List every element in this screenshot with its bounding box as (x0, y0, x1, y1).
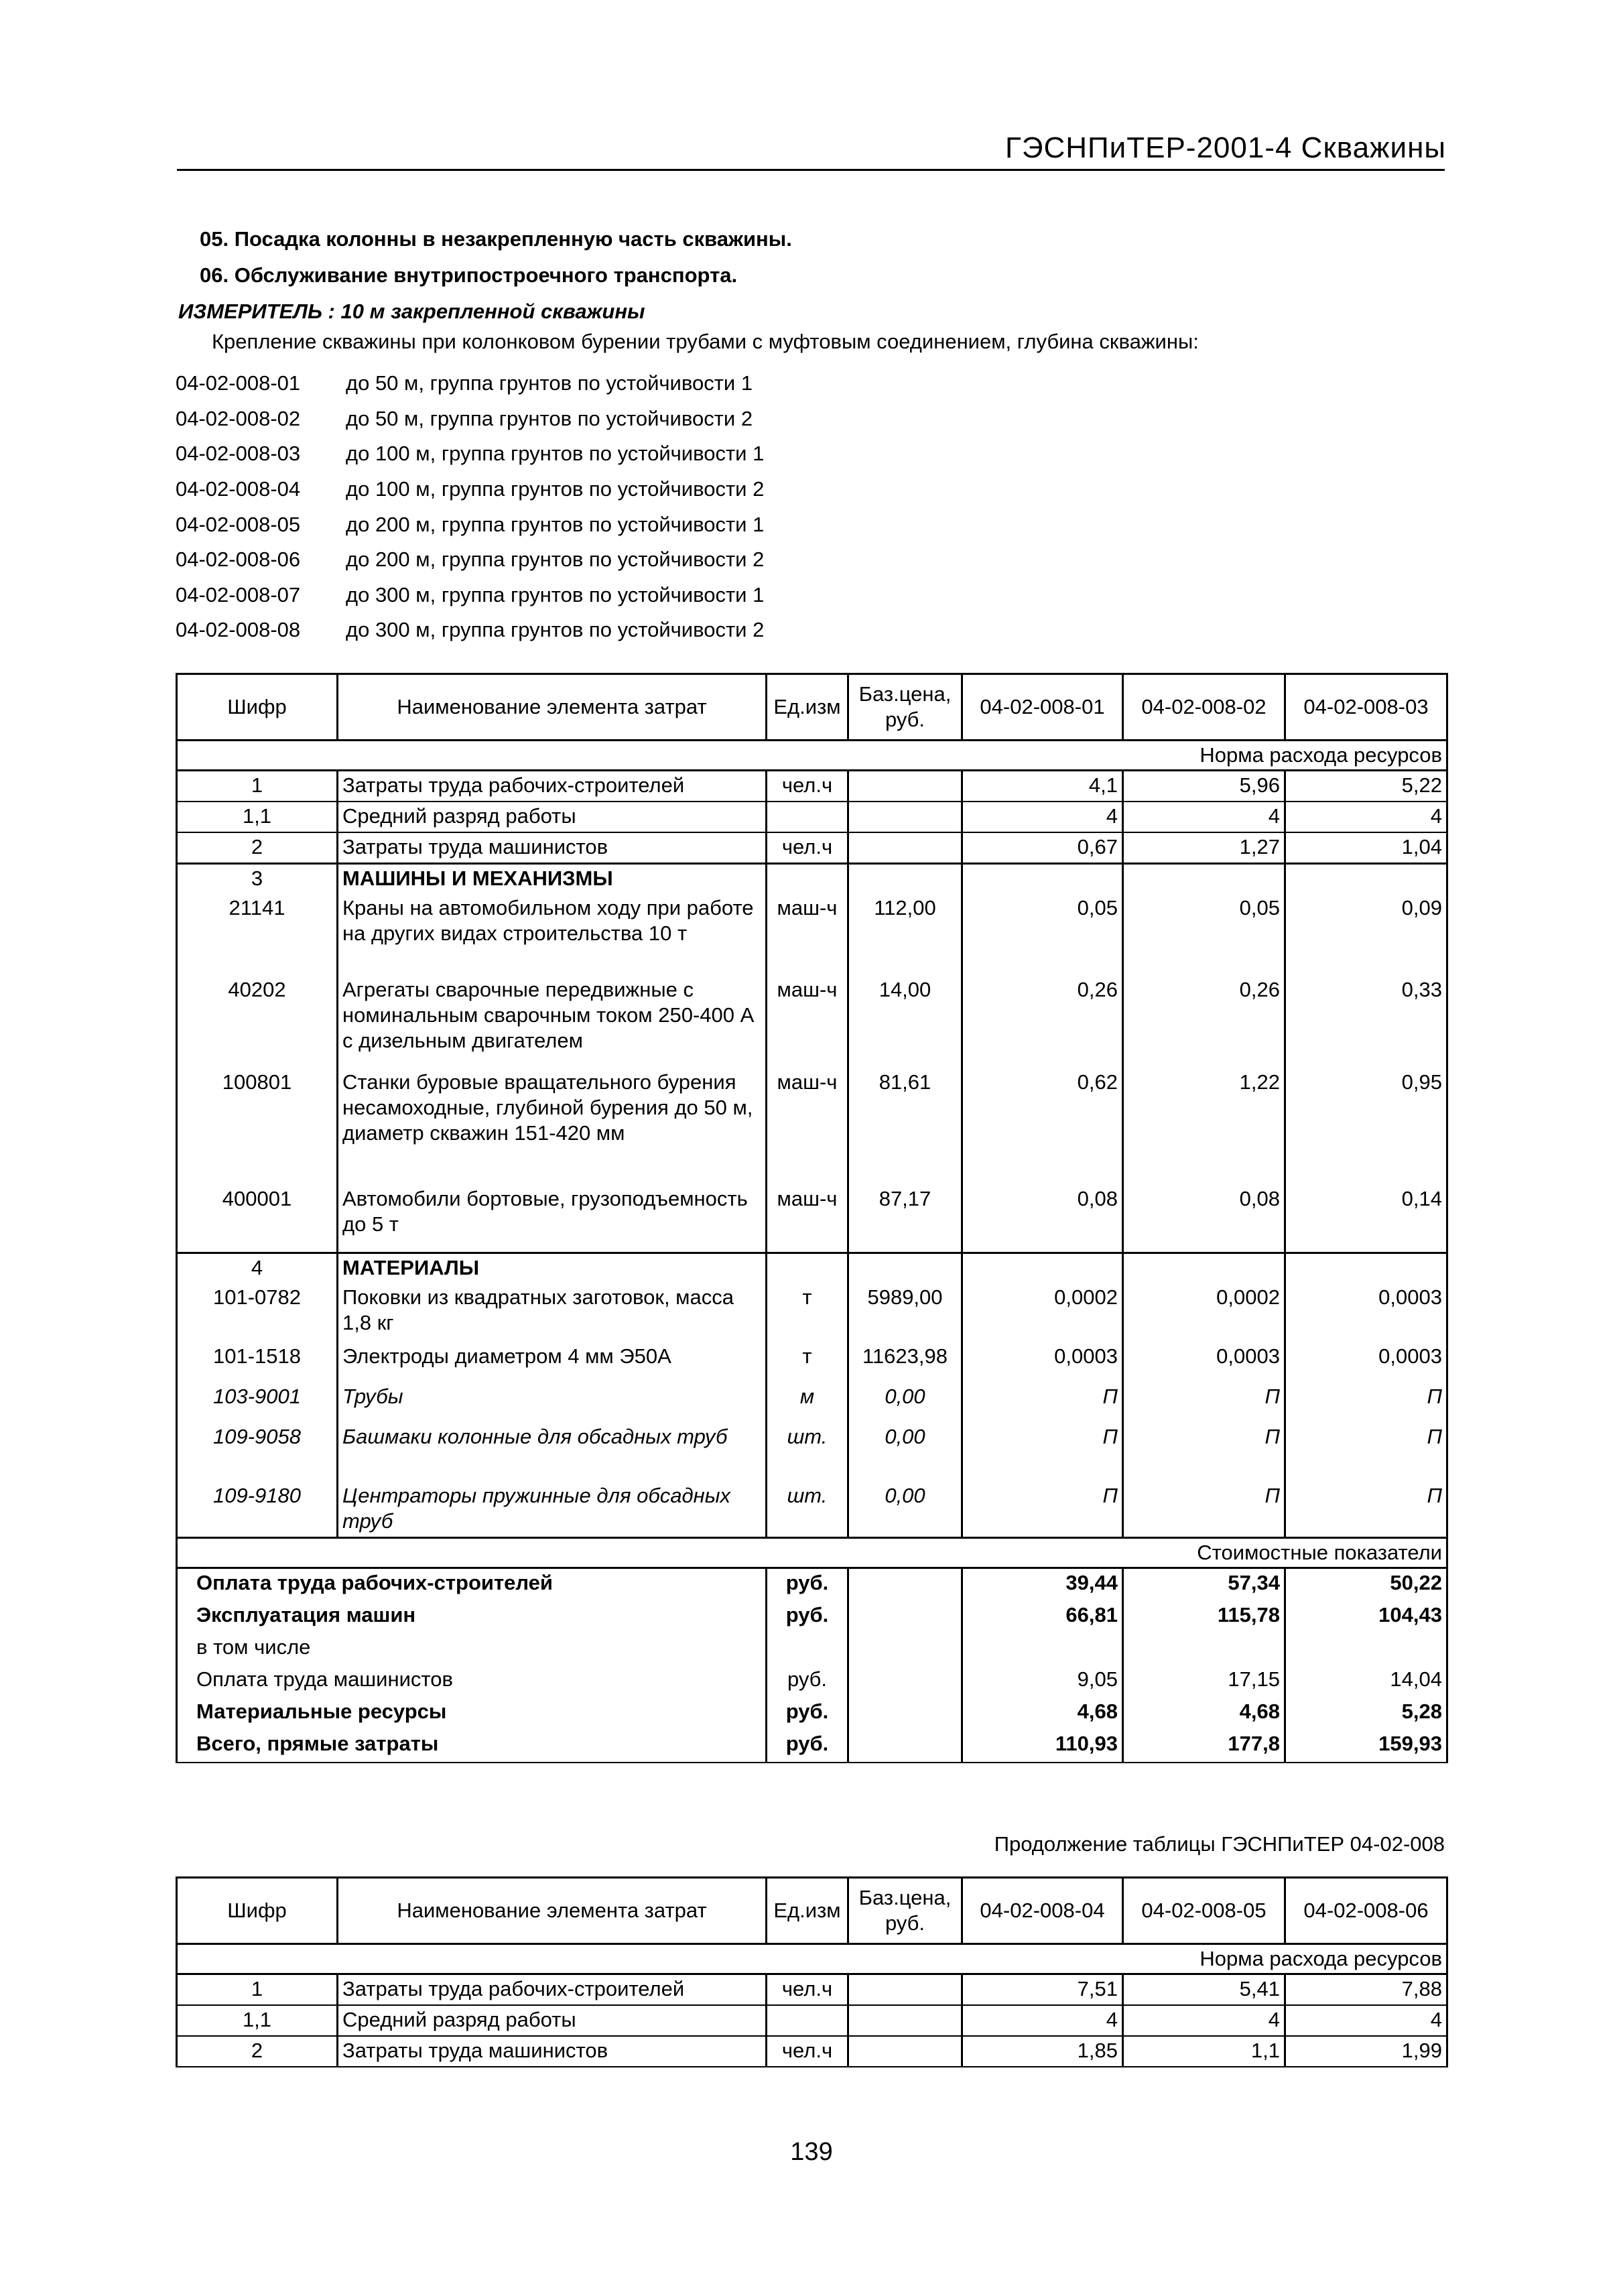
row-price (848, 771, 962, 802)
row-value: 0,08 (1123, 1185, 1285, 1253)
continuation-title: Продолжение таблицы ГЭСНПиТЕР 04-02-008 (994, 1832, 1445, 1856)
variant-text: до 300 м, группа грунтов по устойчивости 1 (346, 582, 765, 607)
header-unit: Ед.изм (767, 1878, 848, 1944)
row-value: 7,88 (1285, 1974, 1447, 2006)
row-code: 1,1 (177, 2005, 338, 2036)
row-unit: шт. (767, 1423, 848, 1482)
work-composition (178, 221, 792, 330)
meter-line: ИЗМЕРИТЕЛЬ : 10 м закрепленной скважины (178, 300, 645, 323)
cost-row (177, 1601, 1447, 1633)
row-value: 0,0003 (1285, 1283, 1447, 1342)
variant-item (176, 401, 764, 437)
row-value (1285, 864, 1447, 895)
row-name: Затраты труда машинистов (338, 832, 767, 864)
row-value: П (1285, 1423, 1447, 1482)
norm-band-row (177, 1944, 1447, 1974)
variant-code: 04-02-008-01 (176, 371, 301, 395)
table-row (177, 1423, 1447, 1482)
cost-row (177, 1698, 1447, 1730)
table-row (177, 864, 1447, 895)
variant-item (176, 366, 764, 401)
variant-text: до 50 м, группа грунтов по устойчивости 1 (346, 371, 753, 395)
cost-price-empty (848, 1568, 962, 1602)
table-header-row (177, 674, 1447, 741)
cost-unit: руб. (767, 1665, 848, 1698)
cost-value: 159,93 (1285, 1730, 1447, 1763)
cost-name: Материальные ресурсы (177, 1698, 767, 1730)
row-value: 0,62 (962, 1068, 1123, 1185)
row-price: 112,00 (848, 894, 962, 976)
header-code: Шифр (177, 1878, 338, 1944)
row-code: 109-9180 (177, 1482, 338, 1538)
row-value: П (1285, 1383, 1447, 1423)
header-variant: 04-02-008-05 (1123, 1878, 1285, 1944)
table-row (177, 1383, 1447, 1423)
table-row (177, 771, 1447, 802)
cost-price-empty (848, 1633, 962, 1665)
row-price (848, 864, 962, 895)
row-name: Центраторы пружинные для обсадных труб (338, 1482, 767, 1538)
row-price: 0,00 (848, 1423, 962, 1482)
row-unit: чел.ч (767, 1974, 848, 2006)
row-price: 11623,98 (848, 1342, 962, 1383)
row-name: Затраты труда рабочих-строителей (338, 771, 767, 802)
row-name: МАШИНЫ И МЕХАНИЗМЫ (338, 864, 767, 895)
row-value: 0,0003 (1123, 1342, 1285, 1383)
cost-unit: руб. (767, 1568, 848, 1602)
header-name: Наименование элемента затрат (338, 1878, 767, 1944)
row-price: 0,00 (848, 1482, 962, 1538)
cost-row (177, 1665, 1447, 1698)
page-number: 139 (790, 2138, 833, 2166)
header-price: Баз.цена, руб. (848, 674, 962, 741)
row-value: 0,05 (962, 894, 1123, 976)
row-unit (767, 802, 848, 832)
row-code: 101-1518 (177, 1342, 338, 1383)
resource-table-continuation (176, 1876, 1448, 2067)
variant-text: до 200 м, группа грунтов по устойчивости 1 (346, 512, 765, 536)
row-name: Электроды диаметром 4 мм Э50А (338, 1342, 767, 1383)
row-unit: маш-ч (767, 1185, 848, 1253)
row-value: 1,85 (962, 2036, 1123, 2067)
row-unit: т (767, 1283, 848, 1342)
row-unit: шт. (767, 1482, 848, 1538)
variant-item (176, 613, 764, 648)
row-unit: маш-ч (767, 976, 848, 1068)
row-name: Средний разряд работы (338, 802, 767, 832)
row-value: 0,08 (962, 1185, 1123, 1253)
cost-value: 4,68 (962, 1698, 1123, 1730)
header-price: Баз.цена, руб. (848, 1878, 962, 1944)
cost-name: в том числе (177, 1633, 767, 1665)
row-value (962, 864, 1123, 895)
row-code: 100801 (177, 1068, 338, 1185)
table-row (177, 1253, 1447, 1284)
row-price: 87,17 (848, 1185, 962, 1253)
variant-text: до 100 м, группа грунтов по устойчивости 2 (346, 477, 765, 501)
table-row (177, 2036, 1447, 2067)
row-name: Затраты труда рабочих-строителей (338, 1974, 767, 2006)
row-name: Краны на автомобильном ходу при работе на других видах строительства 10 т (338, 894, 767, 976)
row-code: 4 (177, 1253, 338, 1284)
cost-unit: руб. (767, 1601, 848, 1633)
row-code: 400001 (177, 1185, 338, 1253)
row-value: 4 (1123, 802, 1285, 832)
cost-rows (177, 1568, 1447, 1763)
table-row (177, 1185, 1447, 1253)
cost-value: 66,81 (962, 1601, 1123, 1633)
row-unit: маш-ч (767, 1068, 848, 1185)
variant-code: 04-02-008-08 (176, 618, 301, 642)
cost-value: 9,05 (962, 1665, 1123, 1698)
row-value: 1,27 (1123, 832, 1285, 864)
row-value: 4 (1285, 2005, 1447, 2036)
row-code: 101-0782 (177, 1283, 338, 1342)
row-code: 3 (177, 864, 338, 895)
row-value: П (962, 1383, 1123, 1423)
row-value: П (1285, 1482, 1447, 1538)
cost-value: 177,8 (1123, 1730, 1285, 1763)
table-row (177, 2005, 1447, 2036)
variant-list (176, 366, 764, 648)
header-variant: 04-02-008-04 (962, 1878, 1123, 1944)
row-price: 0,00 (848, 1383, 962, 1423)
row-unit (767, 2005, 848, 2036)
row-price (848, 2036, 962, 2067)
row-name: Затраты труда машинистов (338, 2036, 767, 2067)
row-code: 2 (177, 2036, 338, 2067)
resource-rows (177, 771, 1447, 1538)
row-name: МАТЕРИАЛЫ (338, 1253, 767, 1284)
cost-unit: руб. (767, 1730, 848, 1763)
norm-band-row (177, 741, 1447, 771)
operation-item: 05. Посадка колонны в незакрепленную часть скважины. (200, 227, 792, 251)
header-name: Наименование элемента затрат (338, 674, 767, 741)
row-value (1123, 864, 1285, 895)
cost-value: 17,15 (1123, 1665, 1285, 1698)
row-unit: чел.ч (767, 771, 848, 802)
cost-row (177, 1730, 1447, 1763)
row-unit: т (767, 1342, 848, 1383)
row-price: 5989,00 (848, 1283, 962, 1342)
row-code: 109-9058 (177, 1423, 338, 1482)
row-value: П (1123, 1423, 1285, 1482)
row-name: Станки буровые вращательного бурения несамоходные, глубиной бурения до 50 м, диаметр скважин 151-420 мм (338, 1068, 767, 1185)
cost-price-empty (848, 1601, 962, 1633)
header-rule (177, 169, 1445, 171)
row-value: 0,26 (1123, 976, 1285, 1068)
row-value: 1,1 (1123, 2036, 1285, 2067)
cost-row (177, 1633, 1447, 1665)
variant-text: до 100 м, группа грунтов по устойчивости 1 (346, 442, 765, 466)
variant-item (176, 542, 764, 578)
cost-row (177, 1568, 1447, 1602)
cost-name: Оплата труда машинистов (177, 1665, 767, 1698)
row-unit (767, 1253, 848, 1284)
table-description: Крепление скважины при колонковом бурении трубами с муфтовым соединением, глубина скважины: (212, 330, 1199, 353)
table-header-row (177, 1878, 1447, 1944)
row-value: 4,1 (962, 771, 1123, 802)
cost-value (962, 1633, 1123, 1665)
row-value: 1,99 (1285, 2036, 1447, 2067)
row-value: 4 (1285, 802, 1447, 832)
cost-price-empty (848, 1665, 962, 1698)
variant-text: до 50 м, группа грунтов по устойчивости 2 (346, 406, 753, 430)
row-code: 40202 (177, 976, 338, 1068)
cost-band-label: Стоимостные показатели (177, 1538, 1447, 1568)
row-value: 4 (1123, 2005, 1285, 2036)
cost-value: 5,28 (1285, 1698, 1447, 1730)
variant-item (176, 578, 764, 613)
cost-name: Всего, прямые затраты (177, 1730, 767, 1763)
row-value: 0,14 (1285, 1185, 1447, 1253)
row-value: 0,33 (1285, 976, 1447, 1068)
cost-value: 50,22 (1285, 1568, 1447, 1602)
cost-band-row (177, 1538, 1447, 1568)
row-value: 5,41 (1123, 1974, 1285, 2006)
row-unit: маш-ч (767, 894, 848, 976)
row-value: 4 (962, 802, 1123, 832)
row-name: Башмаки колонные для обсадных труб (338, 1423, 767, 1482)
header-variant: 04-02-008-06 (1285, 1878, 1447, 1944)
running-header: ГЭСНПиТЕР-2001-4 Скважины (1005, 131, 1446, 164)
variant-code: 04-02-008-05 (176, 512, 301, 536)
row-name: Автомобили бортовые, грузоподъемность до 5 т (338, 1185, 767, 1253)
row-value (1285, 1253, 1447, 1284)
cost-name: Эксплуатация машин (177, 1601, 767, 1633)
cost-value: 115,78 (1123, 1601, 1285, 1633)
cost-value: 104,43 (1285, 1601, 1447, 1633)
row-unit: чел.ч (767, 832, 848, 864)
cost-value (1285, 1633, 1447, 1665)
row-unit (767, 864, 848, 895)
row-code: 1 (177, 771, 338, 802)
row-price: 14,00 (848, 976, 962, 1068)
row-price (848, 1253, 962, 1284)
row-value: 0,95 (1285, 1068, 1447, 1185)
row-value: 4 (962, 2005, 1123, 2036)
row-value: П (1123, 1383, 1285, 1423)
norm-band-label: Норма расхода ресурсов (177, 741, 1447, 771)
row-value: П (1123, 1482, 1285, 1538)
row-name: Средний разряд работы (338, 2005, 767, 2036)
table-row (177, 894, 1447, 976)
row-value: 0,05 (1123, 894, 1285, 976)
variant-text: до 300 м, группа грунтов по устойчивости 2 (346, 618, 765, 642)
variant-code: 04-02-008-07 (176, 582, 301, 607)
header-variant: 04-02-008-01 (962, 674, 1123, 741)
row-value: 1,04 (1285, 832, 1447, 864)
table-row (177, 1482, 1447, 1538)
cost-value: 4,68 (1123, 1698, 1285, 1730)
row-price (848, 2005, 962, 2036)
row-code: 21141 (177, 894, 338, 976)
row-value: 0,0003 (962, 1342, 1123, 1383)
row-value: П (962, 1423, 1123, 1482)
header-variant: 04-02-008-02 (1123, 674, 1285, 741)
row-code: 2 (177, 832, 338, 864)
table-row (177, 976, 1447, 1068)
variant-item (176, 507, 764, 542)
variant-code: 04-02-008-06 (176, 548, 301, 572)
variant-code: 04-02-008-02 (176, 406, 301, 430)
variant-text: до 200 м, группа грунтов по устойчивости 2 (346, 548, 765, 572)
row-price (848, 1974, 962, 2006)
table-row (177, 1974, 1447, 2006)
cost-unit (767, 1633, 848, 1665)
cost-value: 57,34 (1123, 1568, 1285, 1602)
row-name: Агрегаты сварочные передвижные с номинальным сварочным током 250-400 А с дизельным двигателем (338, 976, 767, 1068)
row-name: Трубы (338, 1383, 767, 1423)
cost-price-empty (848, 1730, 962, 1763)
cost-value: 14,04 (1285, 1665, 1447, 1698)
table-row (177, 1342, 1447, 1383)
variant-code: 04-02-008-04 (176, 477, 301, 501)
table-row (177, 1068, 1447, 1185)
table-row (177, 1283, 1447, 1342)
row-code: 103-9001 (177, 1383, 338, 1423)
resource-rows (177, 1974, 1447, 2067)
row-value (1123, 1253, 1285, 1284)
norm-band-label: Норма расхода ресурсов (177, 1944, 1447, 1974)
cost-value (1123, 1633, 1285, 1665)
row-value: 5,22 (1285, 771, 1447, 802)
header-variant: 04-02-008-03 (1285, 674, 1447, 741)
row-value: 0,0003 (1285, 1342, 1447, 1383)
row-code: 1 (177, 1974, 338, 2006)
row-unit: чел.ч (767, 2036, 848, 2067)
row-name: Поковки из квадратных заготовок, масса 1,8 кг (338, 1283, 767, 1342)
row-value: 0,26 (962, 976, 1123, 1068)
row-value: 0,67 (962, 832, 1123, 864)
table-row (177, 832, 1447, 864)
table-row (177, 802, 1447, 832)
variant-item (176, 436, 764, 472)
cost-unit: руб. (767, 1698, 848, 1730)
row-value: 7,51 (962, 1974, 1123, 2006)
row-price (848, 802, 962, 832)
row-code: 1,1 (177, 802, 338, 832)
resource-table (176, 673, 1448, 1763)
row-value (962, 1253, 1123, 1284)
row-value: 0,09 (1285, 894, 1447, 976)
row-value: 0,0002 (962, 1283, 1123, 1342)
header-code: Шифр (177, 674, 338, 741)
row-value: 5,96 (1123, 771, 1285, 802)
row-value: 1,22 (1123, 1068, 1285, 1185)
cost-value: 39,44 (962, 1568, 1123, 1602)
row-value: П (962, 1482, 1123, 1538)
variant-code: 04-02-008-03 (176, 442, 301, 466)
header-unit: Ед.изм (767, 674, 848, 741)
row-unit: м (767, 1383, 848, 1423)
variant-item (176, 472, 764, 507)
row-value: 0,0002 (1123, 1283, 1285, 1342)
cost-name: Оплата труда рабочих-строителей (177, 1568, 767, 1602)
operation-item: 06. Обслуживание внутрипостроечного транспорта. (200, 263, 738, 287)
row-price: 81,61 (848, 1068, 962, 1185)
row-price (848, 832, 962, 864)
cost-value: 110,93 (962, 1730, 1123, 1763)
cost-price-empty (848, 1698, 962, 1730)
